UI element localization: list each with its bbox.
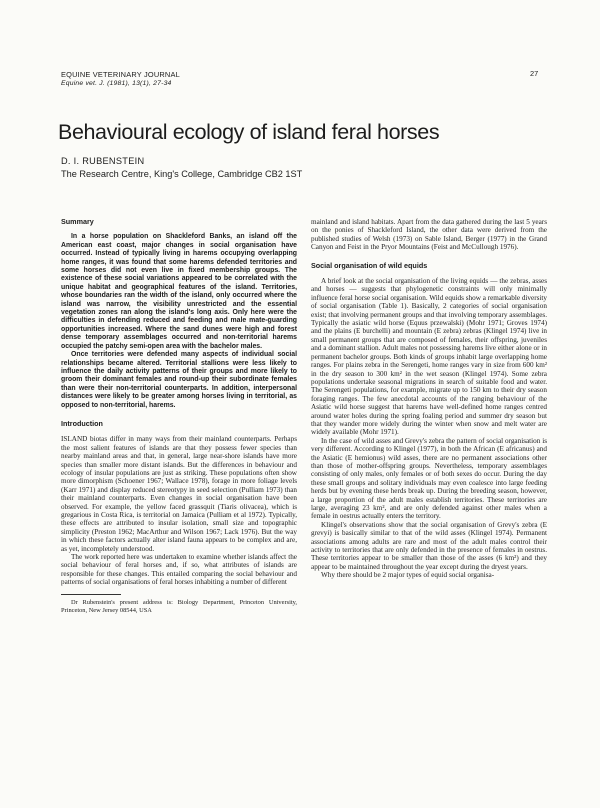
introduction-paragraph: The work reported here was undertaken to examine whether islands affect the social behaviour of feral horses and, if so, what attributes of islands are responsible for these changes. This entailed comparing the social behaviour and patterns of social organisations of feral horses inhabiting a number of different (61, 553, 297, 587)
introduction-paragraph: ISLAND biotas differ in many ways from their mainland counterparts. Perhaps the most salient features of islands are that they possess fewer species than nearby mainland areas and that, in general, large near-shore islands have more species than smaller more distant islands. But the differences in behaviour and ecology of insular populations are just as striking. These populations often show more dimorphism (Schoener 1967; Wallace 1978), forage in more foliage levels (Karr 1971) and display reduced stereotypy in seed selection (Pulliam 1973) than their mainland counterparts. Even changes in social organisation have been observed. For example, the yellow faced grassquit (Tiaris olivacea), which is gregarious in Costa Rica, is territorial on Jamaica (Pulliam et al 1972). Typically, these effects are attributed to insular isolation, small size and topographic simplicity (Preston 1962; MacArthur and Wilson 1967; Lack 1976). But the way in which these factors actually alter island fauna appears to be complex and are, as yet, incompletely understood. (61, 435, 297, 553)
journal-name: EQUINE VETERINARY JOURNAL (61, 70, 180, 79)
body-paragraph: Klingel's observations show that the social organisation of Grevy's zebra (E grevyi) is basically similar to that of the wild asses (Klingel 1974). Permanent associations among adults are rare and most of the adult males control their activity to territories that are only defended in the presence of females in oestrus. These territories appear to be smaller than those of the asses (6 km²) and they appear to be maintained throughout the year except during the dryest years. (311, 520, 547, 571)
journal-citation: Equine vet. J. (1981), 13(1), 27-34 (61, 80, 172, 87)
summary-paragraph: In a horse population on Shackleford Banks, an island off the American east coast, major changes in social organisation have occurred. Instead of typically living in harems occupying overlapping home ranges, it was found that some harems defended territories and some horses did not even live in fixed membership groups. The existence of these social variations appeared to be correlated with the unique habitat and geographical features of the island. Territories, whose boundaries ran the width of the island, only occurred where the island was narrow, the visibility unrestricted and the essential vegetation zones ran along the island's long axis. Only here were the difficulties in defending reduced and feeding and male mate-guarding opportunities increased. Where the sand dunes were high and forest dense temporary assemblages occurred and non-territorial harems occupied the patchy semi-open area with the bachelor males. (61, 233, 297, 350)
journal-header (61, 70, 180, 88)
body-paragraph: Why there should be 2 major types of equid social organisa- (321, 571, 495, 580)
summary-paragraph: Once territories were defended many aspects of individual social relationships became altered. Territorial stallions were less likely to influence the daily activity patterns of their groups and more likely to groom their dominant females and round-up their subordinate females than were their non-territorial counterparts. In addition, interpersonal distances were likely to be greater among horses living in territorial, as opposed to non-territorial, harems. (61, 351, 297, 409)
author-address-footnote: Dr Rubenstein's present address is: Biology Department, Princeton University, Princeton, New Jersey 08544, USA (61, 598, 297, 614)
summary-heading: Summary (61, 217, 94, 226)
right-column (311, 218, 547, 580)
left-column (61, 218, 297, 615)
footnote-divider (61, 594, 121, 595)
introduction-heading: Introduction (61, 418, 103, 428)
article-affiliation: The Research Centre, King's College, Cambridge CB2 1ST (61, 169, 303, 179)
body-paragraph: mainland and island habitats. Apart from the data gathered during the last 5 years on the ponies of Shackleford Island, the other data were derived from the published studies of Welsh (1973) on Sable Island, Berger (1977) in the Grand Canyon and Feist in the Pryor Mountains (Feist and McCullough 1976). (311, 218, 547, 252)
article-author: D. I. RUBENSTEIN (61, 156, 145, 166)
body-paragraph: A brief look at the social organisation of the living equids — the zebras, asses and horses — suggests that phylogenetic constraints will only minimally influence feral horse social organisation. Wild equids show a remarkable diversity of social organisation (Table 1). Basically, 2 categories of social organisation exist; that involving permanent groups and that involving temporary assemblages. Typically the asiatic wild horse (Equus przewalski) (Mohr 1971; Groves 1974) and the plains (E burchelli) and mountain (E zebra) zebras (Klingel 1974) live in small permanent groups that are composed of females, their offspring, juveniles and a dominant stallion. Adult males not possessing harems live either alone or in permanent bachelor groups. Both kinds of groups inhabit large overlapping home ranges. For plains zebra in the Serengeti, home ranges vary in size from 600 km² in the dry season to 300 km² in the wet season (Klingel 1974). Some zebra populations undertake seasonal migrations in search of suitable food and water. The Serengeti populations, for example, migrate up to 150 km to their dry season foraging ranges. The few anecdotal accounts of the ranging behaviour of the Asiatic wild horse suggest that harems have well-defined home ranges centred around water holes during the spring foaling period and summer dry season but that they wander more widely during the winter when snow and melt water are widely available (Mohr 1971). (311, 277, 547, 437)
body-paragraph: In the case of wild asses and Grevy's zebra the pattern of social organisation is very different. According to Klingel (1977), in both the African (E africanus) and the Asiatic (E hemionus) wild asses, there are no permanent associations other than those of mother-offspring groups. Nevertheless, temporary assemblages consisting of only males, only females or of both sexes do occur. During the day these small groups and solitary individuals may even coalesce into large feeding herds but by evening these herds break up. During the breeding season, however, a large proportion of the adult males establish territories. These territories are large, averaging 23 km², and are only defended against other males when a female in oestrus actually enters the territory. (311, 436, 547, 521)
article-title: Behavioural ecology of island feral horses (58, 120, 440, 144)
page-number: 27 (530, 69, 539, 78)
social-organisation-heading: Social organisation of wild equids (311, 260, 428, 270)
